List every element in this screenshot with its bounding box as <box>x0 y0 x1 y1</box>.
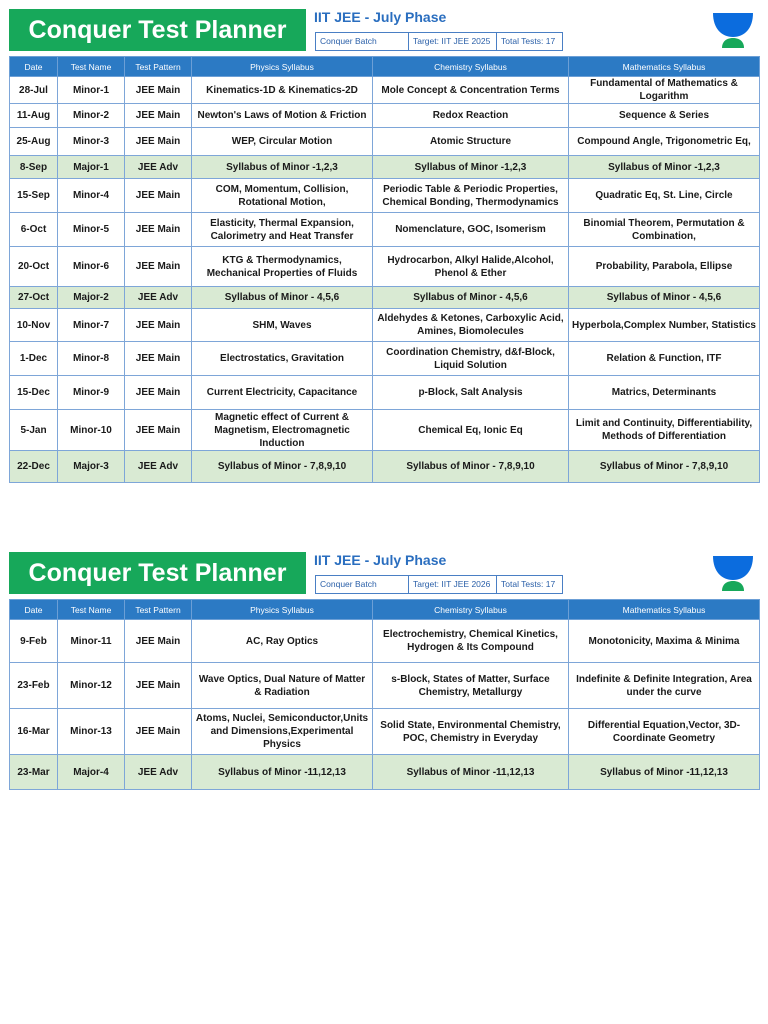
cell-date: 6-Oct <box>10 213 58 247</box>
table-row <box>10 709 760 755</box>
cell-chemistry-syllabus: Syllabus of Minor -1,2,3 <box>373 156 569 179</box>
target-value: IIT JEE 2026 <box>441 579 491 589</box>
column-header-physics: Physics Syllabus <box>192 600 373 620</box>
cell-physics-syllabus: KTG & Thermodynamics, Mechanical Properties of Fluids <box>192 247 373 287</box>
cell-test-name: Minor-2 <box>58 104 125 128</box>
cell-chemistry-syllabus: Electrochemistry, Chemical Kinetics, Hydrogen & Its Compound <box>373 620 569 663</box>
total-tests-info <box>497 576 562 593</box>
cell-date: 15-Dec <box>10 376 58 410</box>
total-tests-label: Total Tests: <box>501 579 544 589</box>
cell-mathematics-syllabus: Fundamental of Mathematics & Logarithm <box>569 77 760 104</box>
column-header-mathematics: Mathematics Syllabus <box>569 600 760 620</box>
cell-test-name: Minor-13 <box>58 709 125 755</box>
total-tests-label: Total Tests: <box>501 36 544 46</box>
cell-test-name: Minor-12 <box>58 663 125 709</box>
cell-physics-syllabus: Kinematics-1D & Kinematics-2D <box>192 77 373 104</box>
cell-physics-syllabus: Elasticity, Thermal Expansion, Calorimetry and Heat Transfer <box>192 213 373 247</box>
cell-chemistry-syllabus: Periodic Table & Periodic Properties, Chemical Bonding, Thermodynamics <box>373 179 569 213</box>
cell-physics-syllabus: Syllabus of Minor -11,12,13 <box>192 755 373 790</box>
table-header-row <box>10 57 760 77</box>
cell-physics-syllabus: Newton's Laws of Motion & Friction <box>192 104 373 128</box>
batch-info <box>315 32 563 51</box>
table-row <box>10 247 760 287</box>
table-row <box>10 179 760 213</box>
cell-date: 5-Jan <box>10 410 58 451</box>
cell-date: 1-Dec <box>10 342 58 376</box>
column-header-test-name: Test Name <box>58 600 125 620</box>
target-label: Target: <box>413 36 439 46</box>
cell-mathematics-syllabus: Relation & Function, ITF <box>569 342 760 376</box>
cell-physics-syllabus: Syllabus of Minor - 7,8,9,10 <box>192 451 373 483</box>
cell-test-pattern: JEE Adv <box>125 287 192 309</box>
column-header-date: Date <box>10 600 58 620</box>
cell-chemistry-syllabus: Syllabus of Minor -11,12,13 <box>373 755 569 790</box>
table-row <box>10 451 760 483</box>
cell-physics-syllabus: WEP, Circular Motion <box>192 128 373 156</box>
cell-physics-syllabus: Current Electricity, Capacitance <box>192 376 373 410</box>
cell-date: 8-Sep <box>10 156 58 179</box>
cell-mathematics-syllabus: Indefinite & Definite Integration, Area under the curve <box>569 663 760 709</box>
phase-label: IIT JEE - July Phase <box>314 9 447 25</box>
cell-chemistry-syllabus: Syllabus of Minor - 7,8,9,10 <box>373 451 569 483</box>
cell-date: 22-Dec <box>10 451 58 483</box>
cell-test-pattern: JEE Main <box>125 128 192 156</box>
cell-mathematics-syllabus: Limit and Continuity, Differentiability, Methods of Differentiation <box>569 410 760 451</box>
cell-mathematics-syllabus: Syllabus of Minor -1,2,3 <box>569 156 760 179</box>
cell-date: 27-Oct <box>10 287 58 309</box>
cell-date: 10-Nov <box>10 309 58 342</box>
table-row <box>10 77 760 104</box>
cell-chemistry-syllabus: Aldehydes & Ketones, Carboxylic Acid, Amines, Biomolecules <box>373 309 569 342</box>
cell-mathematics-syllabus: Syllabus of Minor - 7,8,9,10 <box>569 451 760 483</box>
table-body <box>10 77 760 483</box>
column-header-date: Date <box>10 57 58 77</box>
cell-chemistry-syllabus: Solid State, Environmental Chemistry, POC, Chemistry in Everyday <box>373 709 569 755</box>
column-header-test-pattern: Test Pattern <box>125 57 192 77</box>
table-row <box>10 342 760 376</box>
total-tests-info <box>497 33 562 50</box>
table-row <box>10 104 760 128</box>
table-row <box>10 309 760 342</box>
cell-test-pattern: JEE Main <box>125 709 192 755</box>
cell-physics-syllabus: Syllabus of Minor -1,2,3 <box>192 156 373 179</box>
cell-mathematics-syllabus: Binomial Theorem, Permutation & Combination, <box>569 213 760 247</box>
cell-test-pattern: JEE Main <box>125 213 192 247</box>
planner-header <box>9 552 759 594</box>
cell-chemistry-syllabus: Hydrocarbon, Alkyl Halide,Alcohol, Phenol & Ether <box>373 247 569 287</box>
cell-test-name: Minor-4 <box>58 179 125 213</box>
cell-test-name: Minor-3 <box>58 128 125 156</box>
unacademy-logo-icon <box>711 554 755 592</box>
cell-test-pattern: JEE Main <box>125 179 192 213</box>
cell-test-name: Major-2 <box>58 287 125 309</box>
cell-date: 15-Sep <box>10 179 58 213</box>
test-schedule-table <box>9 599 760 790</box>
cell-date: 16-Mar <box>10 709 58 755</box>
cell-chemistry-syllabus: Coordination Chemistry, d&f-Block, Liquid Solution <box>373 342 569 376</box>
cell-chemistry-syllabus: Atomic Structure <box>373 128 569 156</box>
cell-date: 11-Aug <box>10 104 58 128</box>
table-row <box>10 755 760 790</box>
cell-mathematics-syllabus: Compound Angle, Trigonometric Eq, <box>569 128 760 156</box>
table-row <box>10 620 760 663</box>
cell-test-pattern: JEE Main <box>125 376 192 410</box>
cell-test-name: Major-1 <box>58 156 125 179</box>
cell-mathematics-syllabus: Matrics, Determinants <box>569 376 760 410</box>
batch-info <box>315 575 563 594</box>
cell-test-pattern: JEE Main <box>125 104 192 128</box>
column-header-test-pattern: Test Pattern <box>125 600 192 620</box>
phase-label: IIT JEE - July Phase <box>314 552 447 568</box>
planner-title: Conquer Test Planner <box>9 552 306 594</box>
cell-chemistry-syllabus: Chemical Eq, Ionic Eq <box>373 410 569 451</box>
cell-test-pattern: JEE Main <box>125 342 192 376</box>
cell-test-name: Minor-10 <box>58 410 125 451</box>
cell-physics-syllabus: Magnetic effect of Current & Magnetism, Electromagnetic Induction <box>192 410 373 451</box>
cell-test-name: Minor-5 <box>58 213 125 247</box>
cell-date: 28-Jul <box>10 77 58 104</box>
cell-mathematics-syllabus: Syllabus of Minor - 4,5,6 <box>569 287 760 309</box>
target-info <box>409 576 497 593</box>
table-row <box>10 376 760 410</box>
table-body <box>10 620 760 790</box>
cell-test-pattern: JEE Adv <box>125 156 192 179</box>
cell-date: 9-Feb <box>10 620 58 663</box>
cell-test-name: Major-3 <box>58 451 125 483</box>
cell-test-name: Minor-8 <box>58 342 125 376</box>
cell-date: 23-Feb <box>10 663 58 709</box>
cell-test-name: Minor-11 <box>58 620 125 663</box>
cell-test-pattern: JEE Adv <box>125 755 192 790</box>
batch-name: Conquer Batch <box>316 576 409 593</box>
table-header-row <box>10 600 760 620</box>
unacademy-logo-icon <box>711 11 755 49</box>
column-header-chemistry: Chemistry Syllabus <box>373 57 569 77</box>
batch-name: Conquer Batch <box>316 33 409 50</box>
cell-physics-syllabus: Wave Optics, Dual Nature of Matter & Radiation <box>192 663 373 709</box>
column-header-mathematics: Mathematics Syllabus <box>569 57 760 77</box>
cell-physics-syllabus: Atoms, Nuclei, Semiconductor,Units and Dimensions,Experimental Physics <box>192 709 373 755</box>
planner-header <box>9 9 759 51</box>
table-row <box>10 156 760 179</box>
cell-date: 25-Aug <box>10 128 58 156</box>
cell-test-pattern: JEE Main <box>125 620 192 663</box>
cell-test-pattern: JEE Main <box>125 77 192 104</box>
cell-mathematics-syllabus: Probability, Parabola, Ellipse <box>569 247 760 287</box>
cell-test-name: Minor-9 <box>58 376 125 410</box>
target-info <box>409 33 497 50</box>
table-row <box>10 287 760 309</box>
cell-mathematics-syllabus: Monotonicity, Maxima & Minima <box>569 620 760 663</box>
cell-test-pattern: JEE Main <box>125 410 192 451</box>
cell-test-name: Minor-1 <box>58 77 125 104</box>
cell-test-pattern: JEE Main <box>125 247 192 287</box>
cell-test-pattern: JEE Main <box>125 663 192 709</box>
target-value: IIT JEE 2025 <box>441 36 491 46</box>
cell-chemistry-syllabus: Redox Reaction <box>373 104 569 128</box>
cell-chemistry-syllabus: s-Block, States of Matter, Surface Chemistry, Metallurgy <box>373 663 569 709</box>
cell-date: 23-Mar <box>10 755 58 790</box>
planner-title: Conquer Test Planner <box>9 9 306 51</box>
total-tests-value: 17 <box>545 36 556 46</box>
planner-section-2 <box>9 552 759 778</box>
column-header-chemistry: Chemistry Syllabus <box>373 600 569 620</box>
cell-chemistry-syllabus: Syllabus of Minor - 4,5,6 <box>373 287 569 309</box>
cell-physics-syllabus: Electrostatics, Gravitation <box>192 342 373 376</box>
total-tests-value: 17 <box>545 579 556 589</box>
cell-chemistry-syllabus: Mole Concept & Concentration Terms <box>373 77 569 104</box>
cell-mathematics-syllabus: Hyperbola,Complex Number, Statistics <box>569 309 760 342</box>
test-schedule-table <box>9 56 760 483</box>
cell-chemistry-syllabus: p-Block, Salt Analysis <box>373 376 569 410</box>
cell-physics-syllabus: SHM, Waves <box>192 309 373 342</box>
table-row <box>10 128 760 156</box>
cell-mathematics-syllabus: Differential Equation,Vector, 3D-Coordinate Geometry <box>569 709 760 755</box>
cell-physics-syllabus: COM, Momentum, Collision, Rotational Motion, <box>192 179 373 213</box>
cell-test-pattern: JEE Main <box>125 309 192 342</box>
target-label: Target: <box>413 579 439 589</box>
cell-test-name: Major-4 <box>58 755 125 790</box>
table-row <box>10 213 760 247</box>
planner-section-1 <box>9 9 759 472</box>
cell-test-name: Minor-6 <box>58 247 125 287</box>
table-row <box>10 410 760 451</box>
cell-test-pattern: JEE Adv <box>125 451 192 483</box>
cell-mathematics-syllabus: Quadratic Eq, St. Line, Circle <box>569 179 760 213</box>
column-header-physics: Physics Syllabus <box>192 57 373 77</box>
cell-date: 20-Oct <box>10 247 58 287</box>
table-row <box>10 663 760 709</box>
cell-physics-syllabus: AC, Ray Optics <box>192 620 373 663</box>
cell-mathematics-syllabus: Syllabus of Minor -11,12,13 <box>569 755 760 790</box>
column-header-test-name: Test Name <box>58 57 125 77</box>
cell-chemistry-syllabus: Nomenclature, GOC, Isomerism <box>373 213 569 247</box>
cell-test-name: Minor-7 <box>58 309 125 342</box>
cell-physics-syllabus: Syllabus of Minor - 4,5,6 <box>192 287 373 309</box>
cell-mathematics-syllabus: Sequence & Series <box>569 104 760 128</box>
